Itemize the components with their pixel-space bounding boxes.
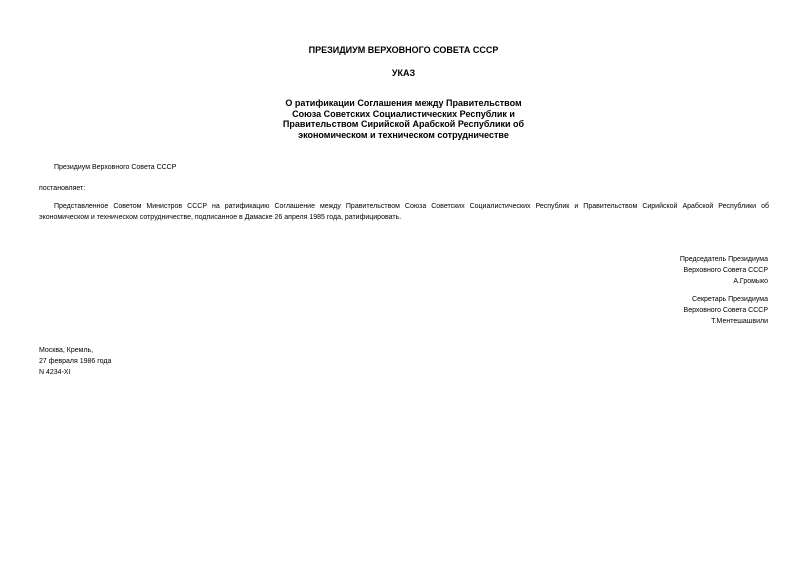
decides-line: постановляет:: [39, 185, 86, 192]
place-of-signing: Москва, Кремль,: [39, 347, 94, 354]
subject-line: О ратификации Соглашения между Правительством: [285, 98, 522, 108]
subject-line: экономическом и техническом сотрудничестве: [298, 129, 509, 140]
document-subject: [0, 98, 807, 140]
paragraph-line: экономическом и техническом сотрудничестве, подписанное в Дамаске 26 апреля 1985 года, ратифицировать.: [39, 214, 402, 221]
main-paragraph: [39, 201, 769, 223]
signing-date: 27 февраля 1986 года: [39, 358, 112, 365]
signature-title: Председатель Президиума: [679, 256, 768, 263]
signature-name: Т.Ментешашвили: [711, 318, 768, 325]
issuing-body-title: ПРЕЗИДИУМ ВЕРХОВНОГО СОВЕТА СССР: [308, 45, 499, 55]
document-number: N 4234-XI: [39, 369, 71, 376]
signature-title: Секретарь Президиума: [692, 296, 768, 303]
signature-name: А.Громыко: [733, 278, 768, 285]
document-type: УКАЗ: [391, 68, 416, 78]
subject-line: Союза Советских Социалистических Республик и: [292, 108, 515, 119]
paragraph-line: Представленное Советом Министров СССР на ратификацию Соглашение между Правительством Союза Советских Социалистических Республик и Правительством Сирийской Арабской Республики об: [54, 203, 769, 210]
place-date-block: [39, 345, 111, 378]
chairman-signature-block: [680, 254, 768, 287]
secretary-signature-block: [684, 294, 768, 327]
issuer-line: Президиум Верховного Совета СССР: [54, 164, 177, 171]
signature-title: Верховного Совета СССР: [683, 267, 768, 274]
signature-title: Верховного Совета СССР: [683, 307, 768, 314]
subject-line: Правительством Сирийской Арабской Республики об: [282, 119, 525, 129]
